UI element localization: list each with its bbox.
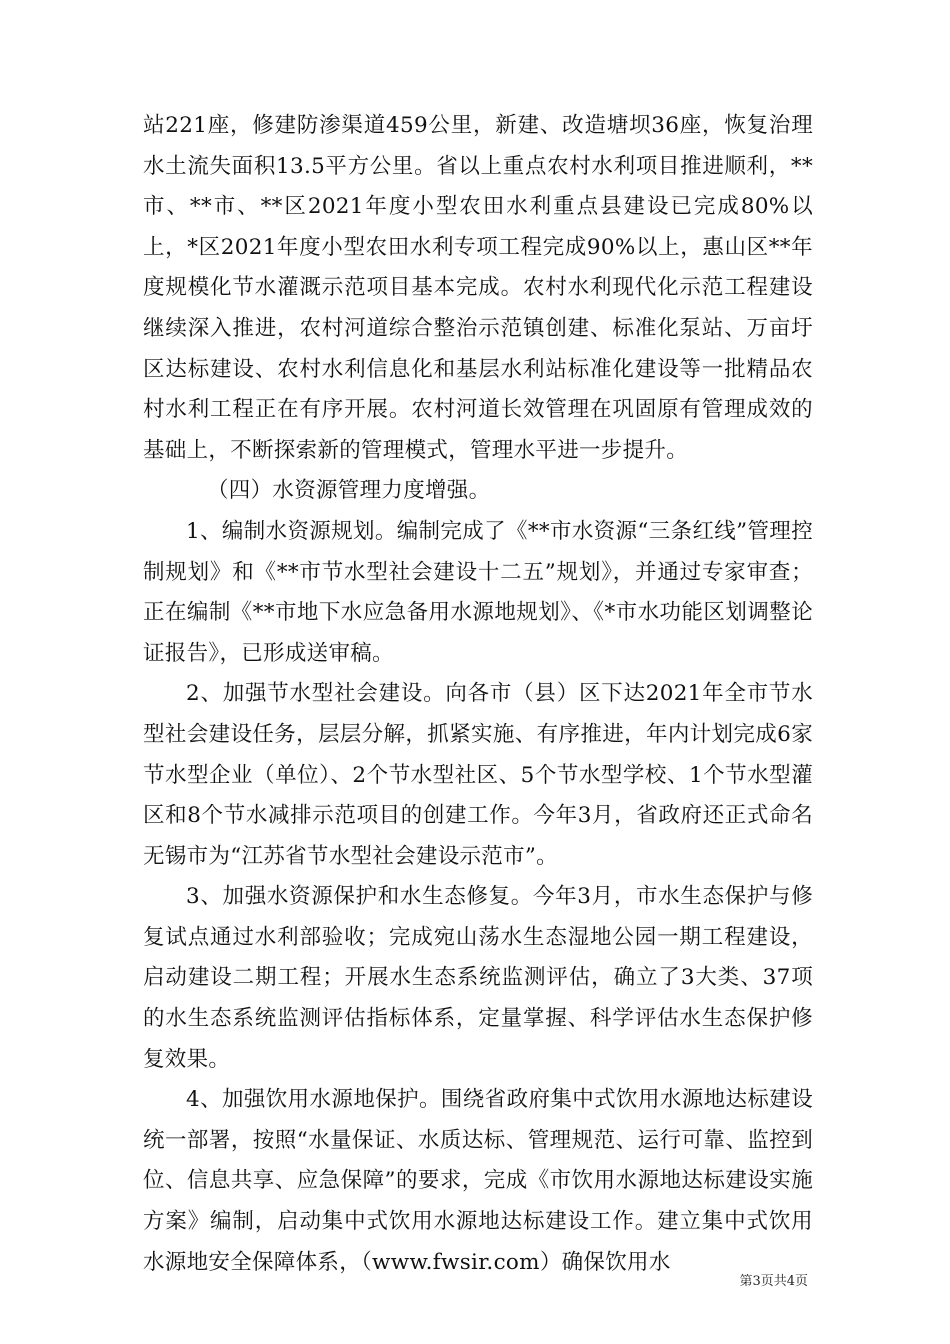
section-heading: （四）水资源管理力度增强。 (207, 478, 491, 504)
paragraph-water-planning: 1、编制水资源规划。编制完成了《**市水资源“三条红线”管理控制规划》和《**市节水型社会建设十二五”规划》，并通过专家审查；正在编制《**市地下水应急备用水源地规划》、《*市水功能区划调整论证报告》，已形成送审稿。 (143, 518, 813, 666)
paragraph-ecology-restoration: 3、加强水资源保护和水生态修复。今年3月，市水生态保护与修复试点通过水利部验收；完成宛山荡水生态湿地公园一期工程建设，启动建设二期工程；开展水生态系统监测评估，确立了3大类、37项的水生态系统监测评估指标体系，定量掌握、科学评估水生态保护修复效果。 (143, 884, 813, 1072)
document-body (143, 106, 813, 1283)
paragraph-continuation: 站221座，修建防渗渠道459公里，新建、改造塘坝36座，恢复治理水土流失面积13.5平方公里。省以上重点农村水利项目推进顺利，**市、**市、**区2021年度小型农田水利重点县建设已完成80%以上，*区2021年度小型农田水利专项工程完成90%以上，惠山区**年度规模化节水灌溉示范项目基本完成。农村水利现代化示范工程建设继续深入推进，农村河道综合整治示范镇创建、标准化泵站、万亩圩区达标建设、农村水利信息化和基层水利站标准化建设等一批精品农村水利工程正在有序开展。农村河道长效管理在巩固原有管理成效的基础上，不断探索新的管理模式，管理水平进一步提升。 (143, 113, 813, 463)
paragraph-drinking-water: 4、加强饮用水源地保护。围绕省政府集中式饮用水源地达标建设统一部署，按照“水量保证、水质达标、管理规范、运行可靠、监控到位、信息共享、应急保障”的要求，完成《市饮用水源地达标建设实施方案》编制，启动集中式饮用水源地达标建设工作。建立集中式饮用水源地安全保障体系，（www.fwsir.com）确保饮用水 (143, 1087, 813, 1275)
paragraph-water-saving: 2、加强节水型社会建设。向各市（县）区下达2021年全市节水型社会建设任务，层层分解，抓紧实施、有序推进，年内计划完成6家节水型企业（单位）、2个节水型社区、5个节水型学校、1个节水型灌区和8个节水减排示范项目的创建工作。今年3月，省政府还正式命名无锡市为“江苏省节水型社会建设示范市”。 (143, 681, 813, 869)
page-number: 第3页共4页 (739, 1274, 808, 1289)
